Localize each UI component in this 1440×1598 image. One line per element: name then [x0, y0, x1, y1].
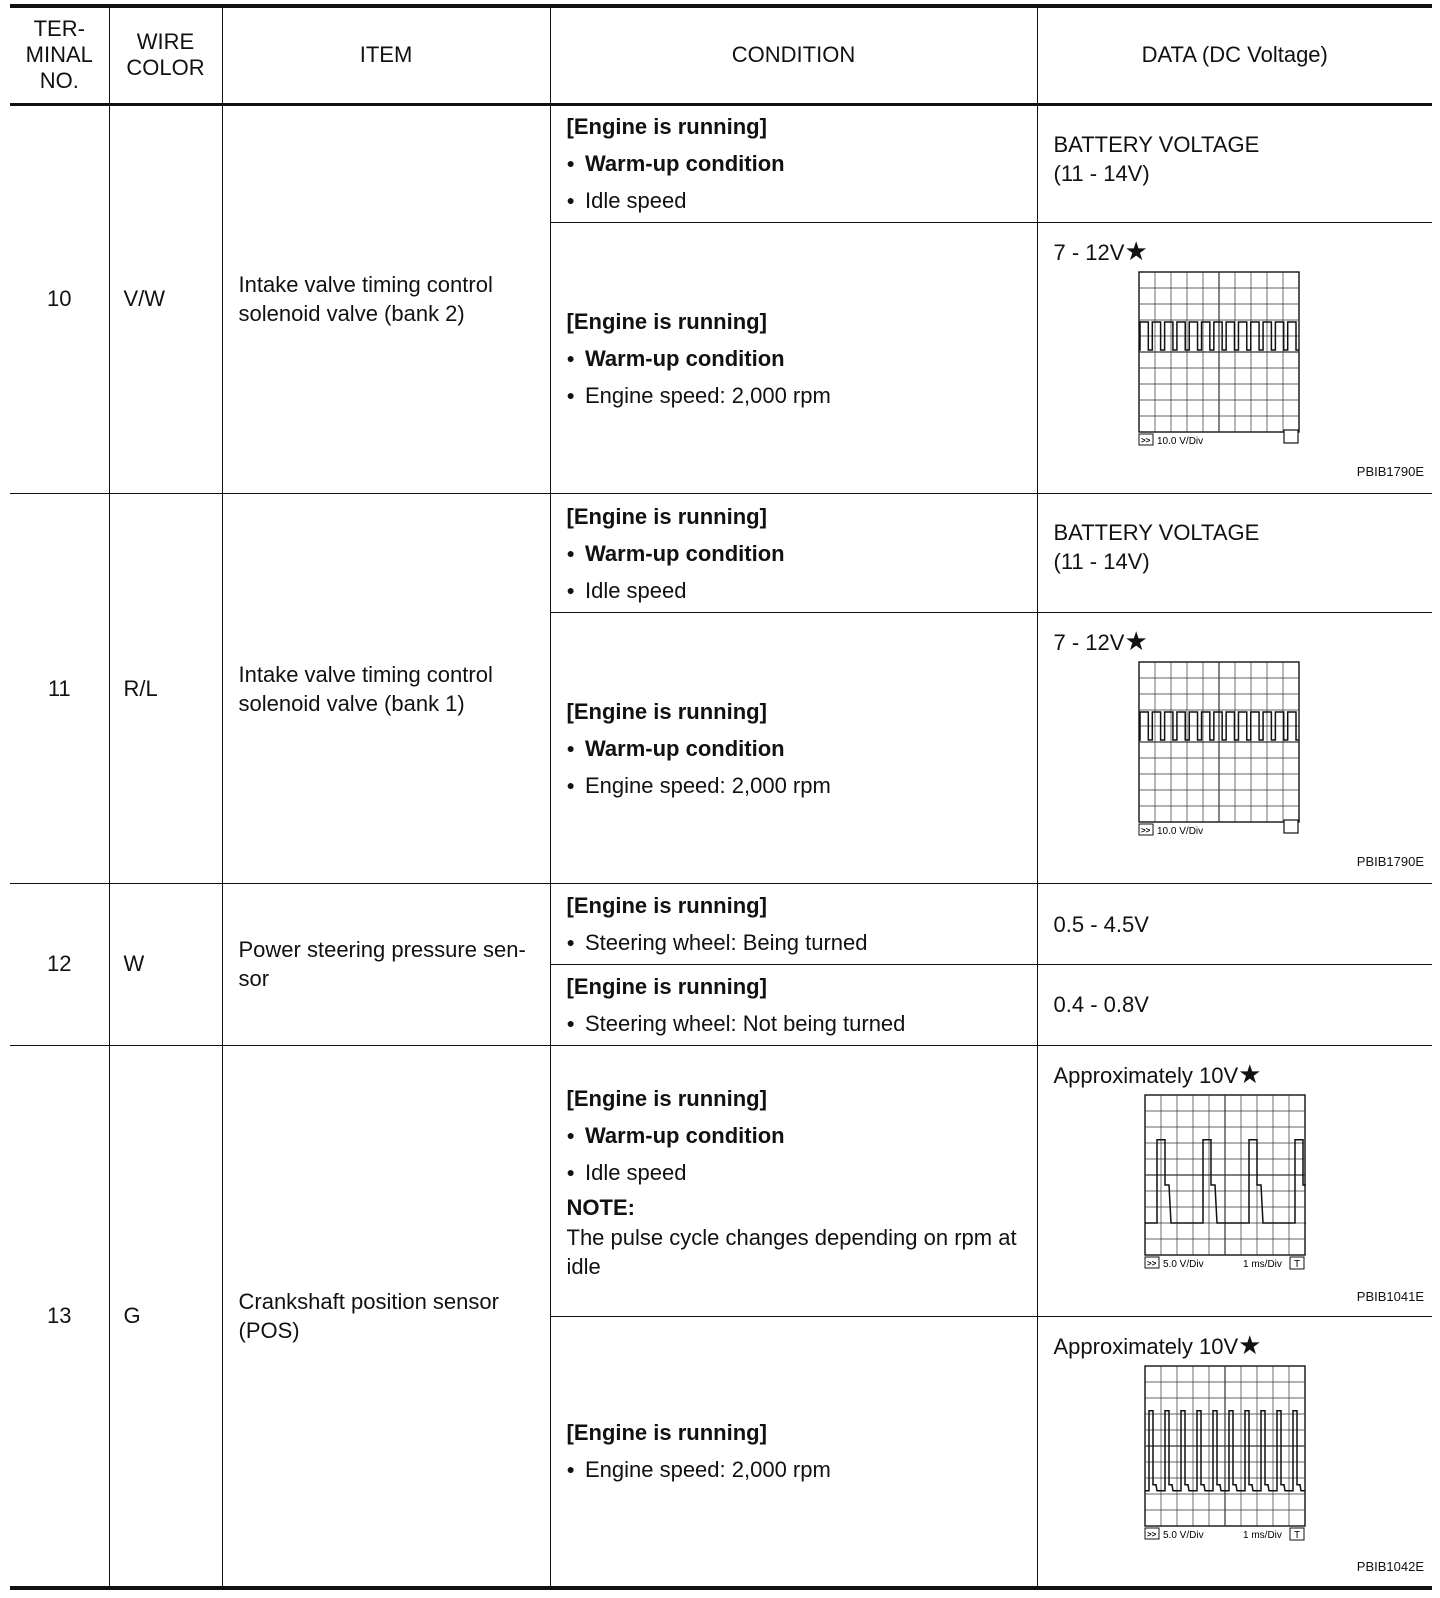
data-value: Approximately 10V [1053, 1333, 1239, 1359]
star-icon: ★ [1238, 1329, 1262, 1360]
scope-grid [1145, 1095, 1305, 1255]
condition-bullet: ● Steering wheel: Being turned [567, 924, 1037, 961]
scope-time-per-div: 1 ms/Div [1242, 1258, 1282, 1270]
terminal-number: 13 [10, 1045, 109, 1588]
scope-corner-box [1284, 820, 1298, 833]
scope-prefix: >> [1140, 435, 1150, 445]
condition-bullet: ● Idle speed [567, 1154, 1037, 1191]
condition-cell [550, 1316, 1037, 1588]
scope-prefix: >> [1140, 825, 1150, 835]
data-value: 0.4 - 0.8V [1053, 992, 1149, 1018]
oscilloscope-waveform [1144, 1094, 1306, 1274]
data-value: Approximately 10V [1053, 1062, 1239, 1088]
item-description: Intake valve timing control solenoid valve (bank 2) [222, 104, 550, 494]
condition-bullet: ● Idle speed [567, 182, 1037, 219]
header-item: ITEM [222, 6, 550, 104]
header-condition: CONDITION [550, 6, 1037, 104]
scope-trigger-marker: T [1293, 1258, 1300, 1270]
figure-code: PBIB1041E [1356, 1288, 1424, 1304]
figure-code: PBIB1042E [1356, 1559, 1424, 1574]
table-row [10, 104, 1432, 222]
condition-bullet: ● Steering wheel: Not being turned [567, 1005, 1037, 1042]
header-wire-color: WIRE COLOR [109, 6, 222, 104]
header-terminal: TER- MINAL NO. [10, 6, 109, 104]
header-data: DATA (DC Voltage) [1037, 6, 1432, 104]
condition-cell [550, 104, 1037, 222]
note-text: The pulse cycle changes depending on rpm at idle [566, 1225, 1017, 1280]
condition-cell [550, 222, 1037, 493]
oscilloscope-waveform [1138, 271, 1300, 451]
condition-bullet: ● Warm-up condition [567, 1117, 1037, 1154]
data-value-range: (11 - 14V) [1053, 160, 1150, 186]
table-row [10, 1045, 1432, 1316]
scope-prefix: >> [1146, 1258, 1156, 1268]
data-value: 0.5 - 4.5V [1053, 911, 1149, 937]
item-description: Crankshaft position sensor (POS) [222, 1045, 550, 1588]
scope-prefix: >> [1146, 1529, 1156, 1539]
wire-color: R/L [109, 494, 222, 884]
data-value: 7 - 12V [1053, 629, 1125, 655]
condition-cell [550, 1045, 1037, 1316]
oscilloscope-waveform [1144, 1365, 1306, 1545]
data-value: 7 - 12V [1053, 239, 1125, 265]
condition-bullet: ● Engine speed: 2,000 rpm [567, 377, 1037, 414]
condition-heading: [Engine is running] [566, 893, 767, 919]
item-description: Intake valve timing control solenoid valve (bank 1) [222, 494, 550, 884]
table-row [10, 884, 1432, 965]
condition-cell [550, 494, 1037, 612]
scope-trigger-marker: T [1293, 1529, 1300, 1541]
data-cell [1037, 494, 1432, 612]
data-value-range: (11 - 14V) [1053, 549, 1150, 575]
condition-bullet: ● Warm-up condition [567, 730, 1037, 767]
scope-corner-box [1284, 430, 1298, 443]
scope-grid [1139, 662, 1299, 822]
data-cell [1037, 104, 1432, 222]
note-label: NOTE: [566, 1195, 635, 1221]
condition-bullet: ● Warm-up condition [567, 535, 1037, 572]
condition-bullet: ● Idle speed [567, 572, 1037, 609]
figure-code: PBIB1790E [1356, 854, 1424, 870]
star-icon: ★ [1124, 625, 1148, 656]
scope-grid [1139, 272, 1299, 432]
star-icon: ★ [1124, 235, 1148, 266]
scope-volts-per-div: 10.0 V/Div [1156, 825, 1203, 837]
data-cell [1037, 964, 1432, 1045]
scope-time-per-div: 1 ms/Div [1242, 1529, 1282, 1541]
condition-heading: [Engine is running] [566, 1086, 767, 1112]
condition-bullet: ● Warm-up condition [567, 145, 1037, 182]
scope-volts-per-div: 10.0 V/Div [1156, 435, 1203, 447]
figure-code: PBIB1790E [1356, 464, 1424, 480]
condition-heading: [Engine is running] [566, 1420, 767, 1446]
condition-heading: [Engine is running] [566, 973, 767, 999]
condition-cell [550, 612, 1037, 883]
condition-heading: [Engine is running] [566, 698, 767, 724]
terminal-number: 12 [10, 884, 109, 1045]
wire-color: G [109, 1045, 222, 1588]
wire-color: V/W [109, 104, 222, 494]
condition-bullet: ● Warm-up condition [567, 340, 1037, 377]
condition-cell [550, 884, 1037, 965]
scope-volts-per-div: 5.0 V/Div [1162, 1529, 1204, 1541]
scope-volts-per-div: 5.0 V/Div [1162, 1258, 1204, 1270]
data-value: BATTERY VOLTAGE [1053, 131, 1260, 157]
condition-cell [550, 964, 1037, 1045]
data-cell [1037, 612, 1432, 883]
wire-color: W [109, 884, 222, 1045]
condition-bullet: ● Engine speed: 2,000 rpm [567, 1451, 1037, 1488]
data-cell [1037, 884, 1432, 965]
terminal-number: 10 [10, 104, 109, 494]
data-value: BATTERY VOLTAGE [1053, 520, 1260, 546]
data-cell [1037, 222, 1432, 493]
terminal-number: 11 [10, 494, 109, 884]
table-row [10, 494, 1432, 612]
star-icon: ★ [1238, 1058, 1262, 1089]
condition-heading: [Engine is running] [566, 308, 767, 334]
condition-bullet: ● Engine speed: 2,000 rpm [567, 767, 1037, 804]
condition-heading: [Engine is running] [566, 114, 767, 140]
item-description: Power steering pressure sen- sor [222, 884, 550, 1045]
data-cell [1037, 1316, 1432, 1588]
data-cell [1037, 1045, 1432, 1316]
terminal-data-table [10, 4, 1432, 1590]
condition-heading: [Engine is running] [566, 503, 767, 529]
oscilloscope-waveform [1138, 661, 1300, 841]
